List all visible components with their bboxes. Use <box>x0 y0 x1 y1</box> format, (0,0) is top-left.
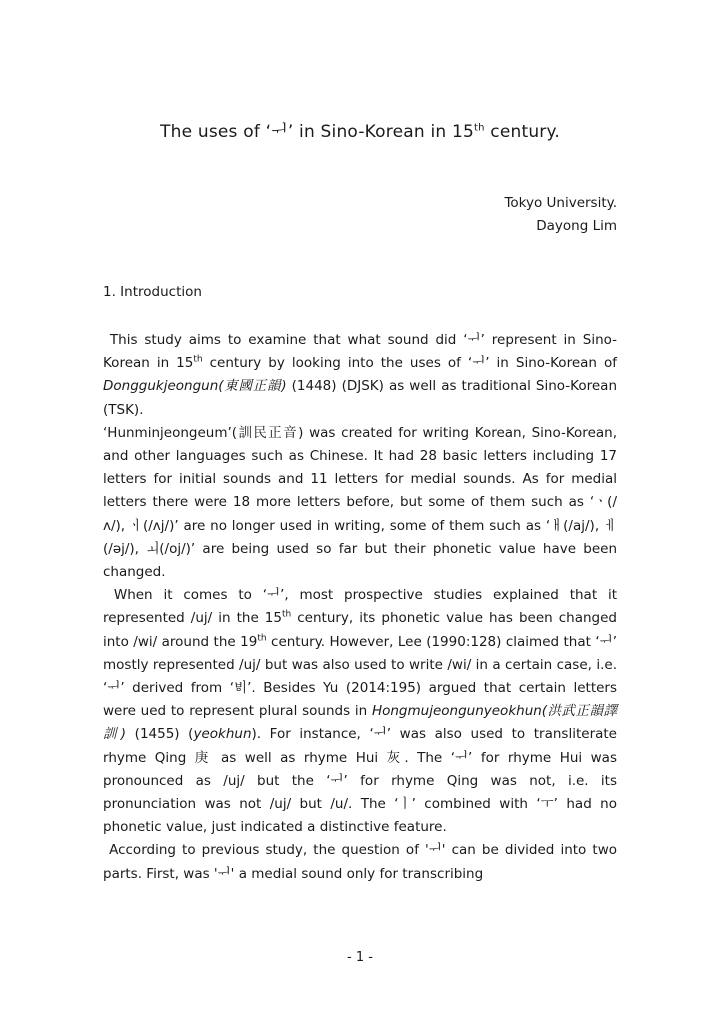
page-number: - 1 - <box>347 950 373 965</box>
paragraph-3: When it comes to ‘ᅱ’, most prospective studies explained that it represented /uj/ in the 15th century, its phonetic value has been changed into /wi/ around the 19th century. However, Lee (1990:128) claimed that ‘ᅱ’ mostly represented /uj/ but was also used to write /wi/ in a certain case, i.e. ‘ᅱ’ derived from ‘ᄫᅵ’. Besides Yu (2014:195) argued that certain letters were ued to represent plural sounds in Hongmujeongunyeokhun(洪武正韻譯訓) (1455) (yeokhun). For instance, ‘ᅱ’ was also used to transliterate rhyme Qing 庚 as well as rhyme Hui 灰. The ‘ᅱ’ for rhyme Hui was pronounced as /uj/ but the ‘ᅱ’ for rhyme Qing was not, i.e. its pronunciation was not /uj/ but /u/. The ‘ㅣ’ combined with ‘ㅜ’ had no phonetic value, just indicated a distinctive feature. <box>103 587 617 836</box>
section-heading: 1. Introduction <box>103 284 202 300</box>
body-text <box>103 329 617 886</box>
author-name: Dayong Lim <box>536 218 617 234</box>
paragraph-4: According to previous study, the question of 'ᅱ' can be divided into two parts. First, was 'ᅱ' a medial sound only for transcribing <box>103 842 617 882</box>
author-block <box>504 192 617 238</box>
paper-title: The uses of ‘ᅱ’ in Sino-Korean in 15th century. <box>160 122 560 142</box>
affiliation: Tokyo University. <box>504 195 617 211</box>
paragraph-1: This study aims to examine that what sound did ‘ᅱ’ represent in Sino-Korean in 15th century by looking into the uses of ‘ᅱ’ in Sino-Korean of Donggukjeongun(東國正韻) (1448) (DJSK) as well as traditional Sino-Korean (TSK). <box>103 332 618 418</box>
paragraph-2: ‘Hunminjeongeum’(訓民正音) was created for writing Korean, Sino-Korean, and other languages such as Chinese. It had 28 basic letters including 17 letters for initial sounds and 11 letters for medial sounds. As for medial letters there were 18 more letters before, but some of them such as ‘ㆍ(/ʌ/), ㆎ(/ʌj/)’ are no longer used in writing, some of them such as ‘ㅐ(/aj/), ㅔ(/əj/), ㅚ(/oj/)’ are being used so far but their phonetic value have been changed. <box>103 424 617 581</box>
